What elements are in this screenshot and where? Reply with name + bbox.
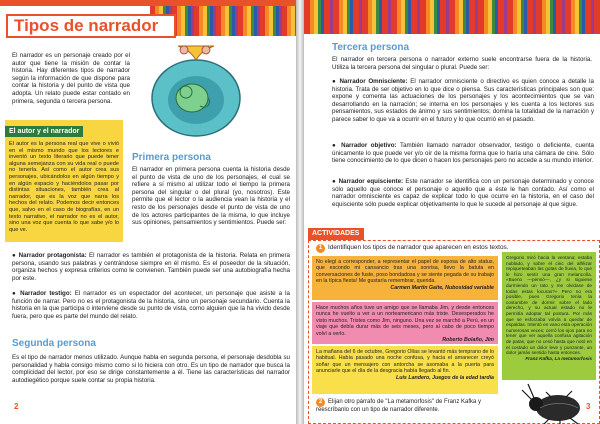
protagonista-text: El narrador es también el protagonista de la historia. Relata en primera persona, usando sus palabras y centrándose siempre en él mismo. Es el poseedor de la situación, organiza hechos y expresa criterios como le convienen. También puede ser una autobiografía hecha por este. [12, 252, 290, 282]
page-number-right: 3 [586, 402, 591, 411]
text-card-3 [312, 346, 498, 394]
protagonista-item [12, 252, 290, 282]
beetle-icon [520, 380, 590, 424]
page-title: Tipos de narrador [14, 16, 159, 35]
card-4-text: Gregorio miró hacia la ventana; estaba nublado, y sobre el cinc del alféizar repiqueteaban las gotas de lluvia, lo que le hizo sentir una gran melancolía. «Bueno —pensó—, ¿y si siguiese durmiendo un rato y me olvidase de todas estas locuras?» Pero no era posible, pues Gregorio tenía la costumbre de dormir sobre el lado derecho, y su actual estado no le permitía adoptar tal postura. Por más que se esforzaba volvía a quedar de espaldas. Intentó en vano esta operación numerosas veces; cerró los ojos para no tener que ver aquella confusa agitación de patas, que no cesó hasta que notó en el costado un dolor leve y punzante, un dolor jamás sentido hasta entonces. [506, 255, 592, 356]
objetivo-label: Narrador objetivo: [341, 142, 397, 149]
equisciente-item [332, 178, 594, 208]
objetivo-item [332, 142, 594, 165]
author-narrator-sidebox [5, 120, 123, 242]
card-2-citation: Roberto Bolaño, Jim [442, 337, 494, 344]
primera-persona-heading: Primera persona [132, 152, 211, 163]
protagonista-label: Narrador protagonista: [18, 252, 87, 259]
tercera-persona-heading: Tercera persona [332, 42, 410, 53]
actividades-header: ACTIVIDADES [308, 228, 364, 240]
page-number-left: 2 [14, 402, 19, 411]
text-card-2 [312, 302, 498, 344]
bullet-icon: ● [332, 142, 342, 149]
question-1-text: Identifiquen los tipos de narrador que aparecen en estos textos. [328, 244, 509, 251]
omnisciente-label: Narrador Omnisciente: [339, 78, 408, 85]
card-4-citation: Franz Kafka, La metamorfosis [525, 355, 592, 361]
card-1-citation: Carmen Martín Gaite, Nubosidad variable [390, 284, 494, 291]
tercera-persona-text: El narrador en tercera persona o narrador externo suele encontrarse fuera de la historia. Utiliza la tercera persona del singular o plural. Puede ser: [332, 56, 592, 71]
testigo-item [12, 290, 290, 320]
card-1-text: No elegí a corresponder, a representar el papel de esposa de alto status, que escondo mi cansancio tras una sonrisa, llevo la batuta en conversaciones de fuste, poso bondadosa y se siente pegada de su trabajo en la típica fiesta! Me gustaría remembrar, querida. [316, 259, 494, 285]
title-box [6, 14, 176, 38]
card-3-citation: Luis Landero, Juegos de la edad tardía [395, 374, 494, 381]
narrator-illustration [138, 40, 256, 140]
decorative-ribbon [304, 0, 600, 34]
card-3-text: La mañana del 6 de octubre, Gregorio Olías se levantó más temprano de lo habitual. Había pasado una noche confusa, y hacia el amanecer creyó soñar que un mensajero con antorcha se asomaba a la puerta para anunciarle que el día de la desgracia había llegado al fin. [316, 349, 494, 375]
bullet-icon: ● [12, 252, 19, 259]
text-card-4 [502, 252, 596, 380]
sidebox-heading: El autor y el narrador [5, 126, 83, 137]
primera-persona-text: El narrador en primera persona cuenta la historia desde el punto de vista de uno de los personajes, el cual se refiere a sí mismo al utilizar todo el tiempo la primera persona del singular o del plural (yo, nosotros). Este permite que el lector o la audiencia vean la historia y el resto de los personajes desde el punto de vista de uno de los actores participantes de la misma, lo que incluye sus opiniones, pensamientos y sentimientos. Puede ser: [132, 166, 290, 227]
number-1-icon: 1 [316, 244, 325, 253]
bullet-icon: ● [332, 178, 339, 185]
omnisciente-text: El narrador omnisciente o directivo es quien conoce a detalle la historia. Trata de ser objetivo en lo que dice o piensa. Sus características principales son que: expone y comenta las actuaciones de los personajes y los acontecimientos que se van desarrollando en la narración; se interna en los personajes y les cuenta a los lectores sus pensamientos, sus estados de ánimo y sus sentimientos; domina la totalidad de la narración y parece saber lo que va a ocurrir en el futuro y lo que ocurrió en el pasado. [332, 78, 594, 123]
equisciente-label: Narrador equisciente: [338, 178, 404, 185]
bullet-icon: ● [12, 290, 21, 297]
equisciente-text: Este narrador se identifica con un personaje determinado y conoce sólo aquello que conoce el personaje o aquello que a éste le han contado. Así como el narrador omnisciente es capaz de explicar todo lo que ocurre en la historia, en el caso del equisciente sólo puede explicar objetivamente lo que le sucede al personaje al que sigue. [332, 178, 594, 208]
segunda-persona-text: Es el tipo de narrador menos utilizado. Aunque habla en segunda persona, el personaje desdobla su personalidad y habla consigo mismo como si lo hiciera con otro. Es un tipo de narrador que busca la complicidad del lector, por eso se dirige constantemente a él. Tiene las características del narrador autodiegético porque suele contar su propia historia. [12, 354, 290, 384]
number-2-icon: 2 [316, 398, 325, 407]
card-2-text: Hace muchos años tuve un amigo que se llamaba Jim, y desde entonces nunca he vuelto a ver a un norteamericano más triste. Desesperados he visto muchos. Tristes como Jim, ninguno. Una vez se marchó a Perú, en un viaje que debía durar más de seis meses, pero al cabo de poco tiempo volví a verlo. [316, 305, 494, 337]
omnisciente-item [332, 78, 594, 124]
segunda-persona-heading: Segunda persona [12, 338, 96, 349]
objetivo-text: También llamado narrador observador, testigo o deficiente, cuenta únicamente lo que puede ver y/o oír de la misma forma que lo haría una cámara de cine. Sólo tiene conocimiento de lo que dicen o hacen los personajes pero no accede a su mundo interior. [332, 142, 595, 165]
right-page [304, 0, 600, 424]
question-2-text: Elijan otro párrafo de "La metamorfosis" de Franz Kafka y reescríbanlo con un tipo de narrador diferente. [316, 399, 481, 413]
text-card-1 [312, 256, 498, 300]
question-2 [316, 398, 506, 414]
sidebox-text: El autor es la persona real que vive o vivió en el mismo mundo que los lectores e inventó un texto literario que puede tener alguna semejanza con su vida real o puede no tenerla. Así como el autor crea sus personajes, ubicándolos en algún tiempo y en algún espacio y haciéndolos pasar por distintas situaciones, también crea al narrador, que es la voz que narra los hechos del relato. Podemos decir entonces que, salvo en el caso de biografías, en un texto narrativo, el narrador no es el autor, sino una voz que cuenta lo que sabe y/o lo que ve. [9, 141, 119, 233]
book-gutter [296, 0, 304, 424]
bullet-icon: ● [332, 78, 340, 85]
testigo-text: El narrador es un espectador del acontecer, un personaje que asiste a la función de narrar. Pero no es el protagonista de la historia, sino un personaje secundario. Cuenta la historia en la que participa o interviene desde su punto de vista, como alguien que la ha vivido desde fuera, pero que es parte del mundo del relato. [12, 290, 290, 320]
left-page [0, 0, 296, 424]
testigo-label: Narrador testigo: [20, 290, 72, 297]
intro-paragraph: El narrador es un personaje creado por el autor que tiene la misión de contar la historia. Hay diferentes tipos de narrador según la información de que dispone para contar la historia y del punto de vista que adopta. Un relato puede estar contado en primera, segunda o tercera persona. [12, 52, 130, 105]
